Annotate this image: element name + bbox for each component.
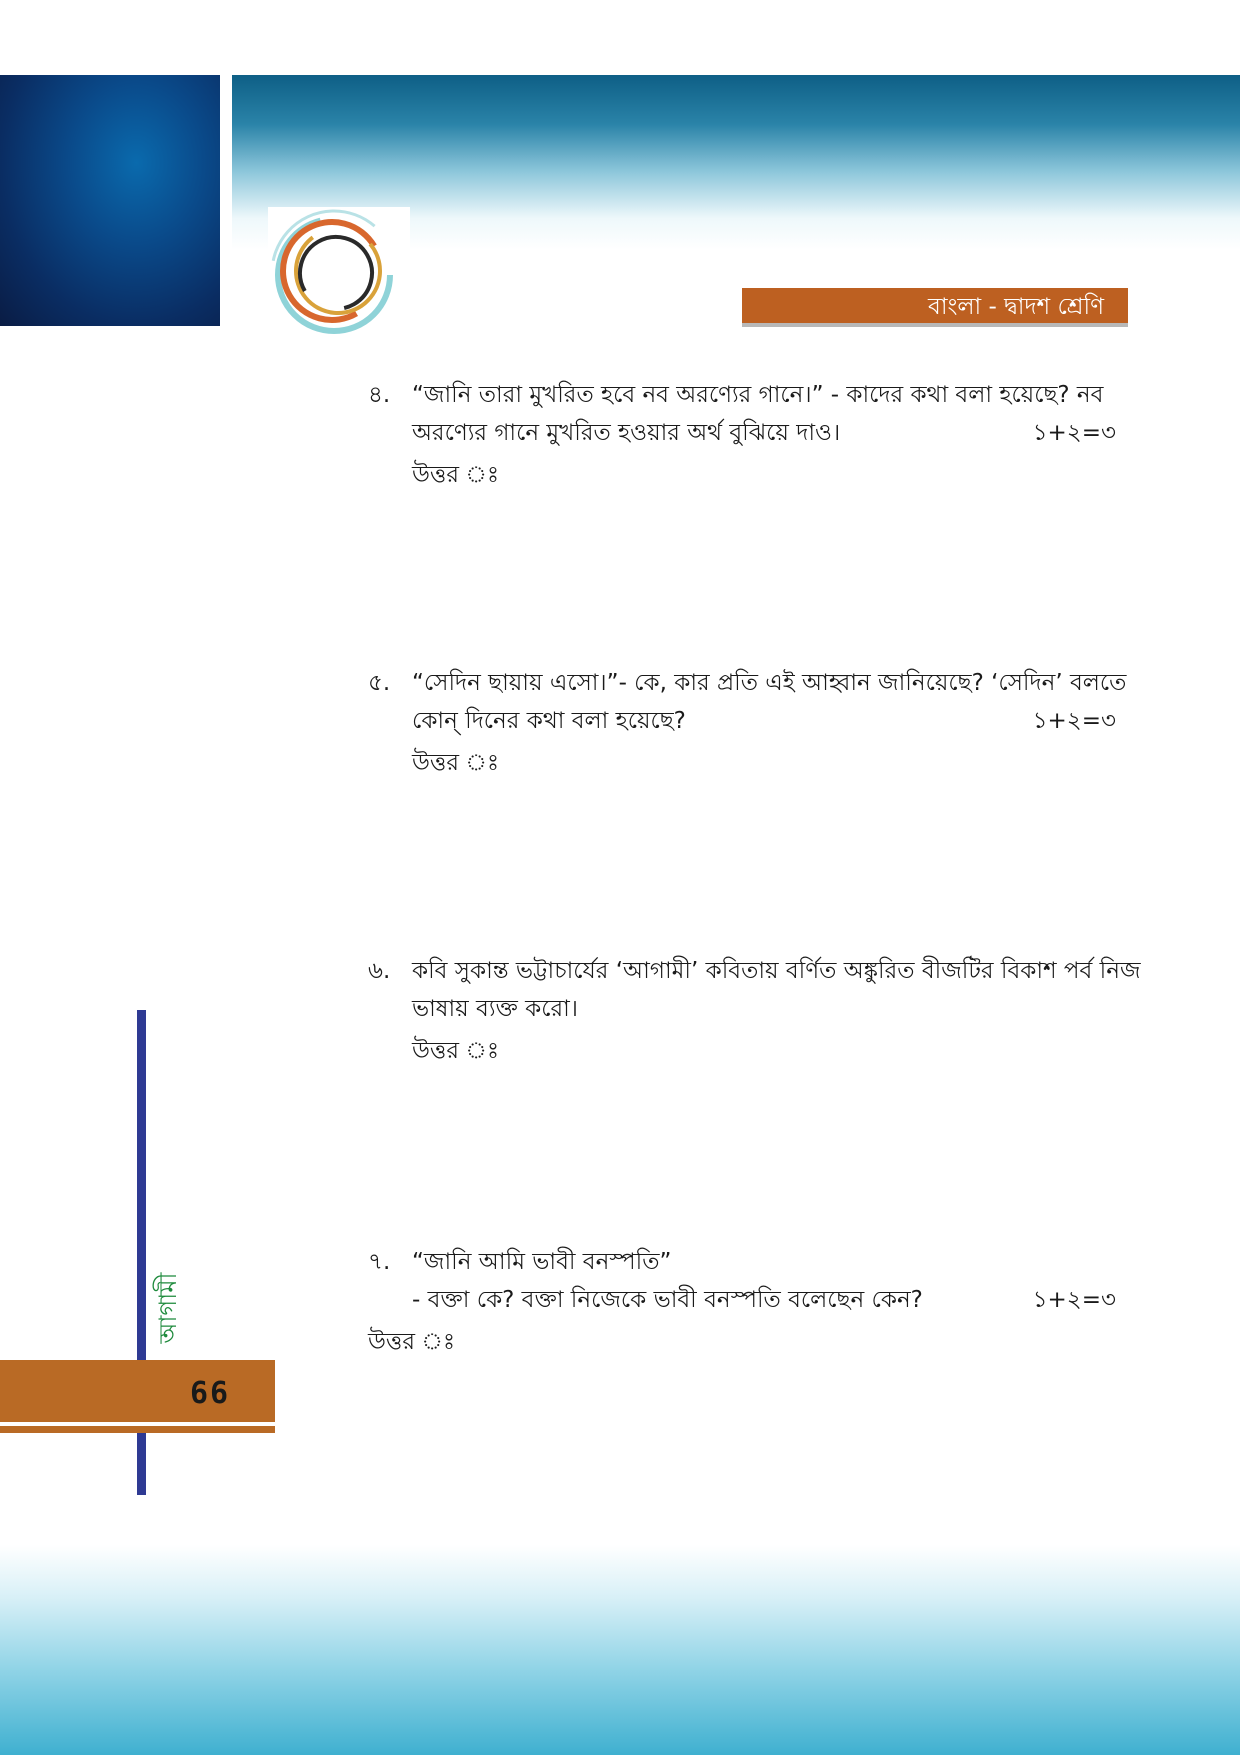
question-text: অরণ্যের গানে মুখরিত হওয়ার অর্থ বুঝিয়ে দাও।	[412, 420, 841, 446]
question-number: ৫.	[368, 670, 391, 696]
header-blue-square	[0, 75, 220, 326]
page-number-band	[0, 1360, 275, 1426]
question-line	[368, 952, 1141, 990]
page-number: 66	[190, 1376, 231, 1411]
question-line	[368, 664, 1127, 702]
footer-gradient-band	[0, 1545, 1240, 1755]
question-text: “সেদিন ছায়ায় এসো।”- কে, কার প্রতি এই আহ্বান জানিয়েছে? ‘সেদিন’ বলতে	[412, 670, 1127, 696]
answer-label: উত্তর ঃ	[412, 462, 500, 488]
chapter-title: আগামী	[154, 1272, 182, 1344]
question-line	[368, 702, 1124, 740]
answer-label: উত্তর ঃ	[412, 750, 500, 776]
marks-label: ১+২=৩	[1032, 708, 1116, 734]
circle-logo-icon	[268, 207, 410, 345]
question-text: কবি সুকান্ত ভট্টাচার্যের ‘আগামী’ কবিতায় বর্ণিত অঙ্কুরিত বীজটির বিকাশ পর্ব নিজ	[412, 958, 1141, 984]
question-number: ৪.	[368, 382, 391, 408]
question-line	[368, 1243, 1124, 1281]
question-block	[368, 952, 1141, 1070]
question-line	[368, 1281, 1124, 1319]
answer-label: উত্তর ঃ	[368, 1329, 456, 1355]
answer-label: উত্তর ঃ	[412, 1038, 500, 1064]
marks-label: ১+২=৩	[1032, 1287, 1116, 1313]
question-text: “জানি আমি ভাবী বনস্পতি”	[412, 1249, 672, 1275]
question-text: - বক্তা কে? বক্তা নিজেকে ভাবী বনস্পতি বলেছেন কেন?	[412, 1287, 923, 1313]
question-line	[368, 414, 1124, 452]
question-block	[368, 664, 1127, 782]
question-number: ৬.	[368, 958, 391, 984]
question-text: কোন্ দিনের কথা বলা হয়েছে?	[412, 708, 686, 734]
question-text: “জানি তারা মুখরিত হবে নব অরণ্যের গানে।” - কাদের কথা বলা হয়েছে? নব	[412, 382, 1104, 408]
question-line	[368, 990, 1124, 1028]
subject-title-bar: বাংলা - দ্বাদশ শ্রেণি	[742, 288, 1128, 327]
question-line	[368, 376, 1124, 414]
question-block	[368, 1243, 1124, 1361]
page-number-underline	[0, 1426, 275, 1433]
question-number: ৭.	[368, 1249, 391, 1275]
marks-label: ১+২=৩	[1032, 420, 1116, 446]
question-text: ভাষায় ব্যক্ত করো।	[412, 996, 579, 1022]
question-block	[368, 376, 1124, 494]
